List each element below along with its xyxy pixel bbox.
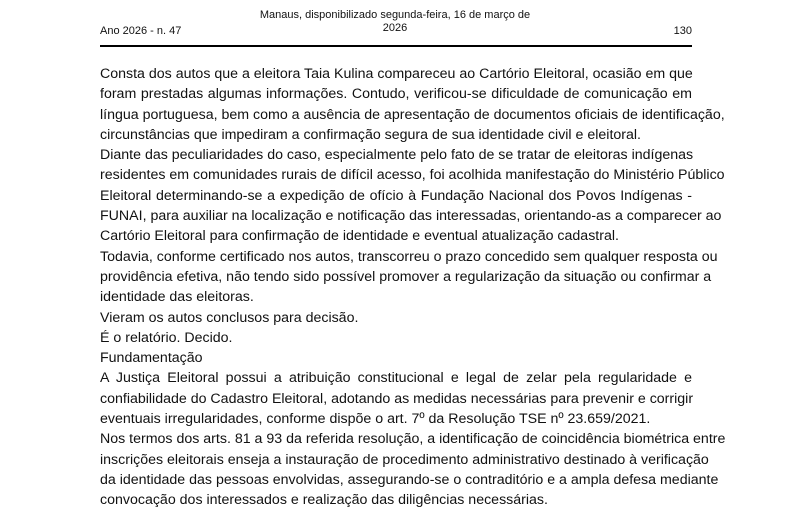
text-line: FUNAI, para auxiliar na localização e notificação das interessadas, orientando-as a comparecer ao <box>100 208 722 225</box>
text-line: Nos termos dos arts. 81 a 93 da referida resolução, a identificação de coincidência biométrica entre <box>100 431 726 448</box>
text-line: convocação dos interessados e realização das diligências necessárias. <box>100 492 548 509</box>
header-edition: Ano 2026 - n. 47 <box>100 25 182 37</box>
paragraph <box>100 348 692 368</box>
text-line: língua portuguesa, bem como a ausência de apresentação de documentos oficiais de identificação, <box>100 106 725 123</box>
text-line: Cartório Eleitoral para confirmação de identidade e eventual atualização cadastral. <box>100 228 619 245</box>
text-line: inscrições eleitorais enseja a instauração de procedimento administrativo destinado à verificação <box>100 451 709 468</box>
paragraph <box>100 429 726 510</box>
text-line: Diante das peculiaridades do caso, especialmente pelo fato de se tratar de eleitoras indígenas <box>100 147 694 164</box>
paragraph <box>100 308 692 328</box>
text-line: eventuais irregularidades, conforme dispõe o art. 7º da Resolução TSE nº 23.659/2021. <box>100 411 651 428</box>
text-line: Fundamentação <box>100 350 203 367</box>
text-line: providência efetiva, não tendo sido possível promover a regularização da situação ou confirmar a <box>100 268 712 285</box>
paragraph <box>100 368 692 429</box>
text-line: A Justiça Eleitoral possui a atribuição constitucional e legal de zelar pela regularidade e <box>100 370 692 387</box>
header-rule <box>100 45 692 47</box>
text-line: É o relatório. Decido. <box>100 329 233 346</box>
header-date <box>240 9 550 35</box>
paragraph <box>100 64 725 145</box>
text-line: residentes em comunidades rurais de difícil acesso, foi acolhida manifestação do Ministério Público <box>100 167 725 184</box>
text-line: foram prestadas algumas informações. Contudo, verificou-se dificuldade de comunicação em <box>100 86 692 103</box>
page-number: 130 <box>673 25 692 37</box>
header-date-line2: 2026 <box>382 22 408 34</box>
paragraph <box>100 247 718 308</box>
text-line: confiabilidade do Cadastro Eleitoral, adotando as medidas necessárias para prevenir e corrigir <box>100 390 694 407</box>
paragraph <box>100 328 692 348</box>
text-line: Vieram os autos conclusos para decisão. <box>100 309 359 326</box>
text-line: Todavia, conforme certificado nos autos, transcorreu o prazo concedido sem qualquer resposta ou <box>100 248 718 265</box>
text-line: circunstâncias que impediram a confirmação segura de sua identidade civil e eleitoral. <box>100 126 641 143</box>
text-line: identidade das eleitoras. <box>100 289 254 306</box>
header-date-line1: Manaus, disponibilizado segunda-feira, 16 de março de <box>259 9 531 21</box>
document-body <box>100 64 726 511</box>
text-line: Eleitoral determinando-se a expedição de ofício à Fundação Nacional dos Povos Indígenas - <box>100 187 692 204</box>
paragraph <box>100 145 725 246</box>
text-line: Consta dos autos que a eleitora Taia Kulina compareceu ao Cartório Eleitoral, ocasião em que <box>100 66 693 82</box>
text-line: da identidade das pessoas envolvidas, assegurando-se o contraditório e a ampla defesa mediante <box>100 471 719 488</box>
